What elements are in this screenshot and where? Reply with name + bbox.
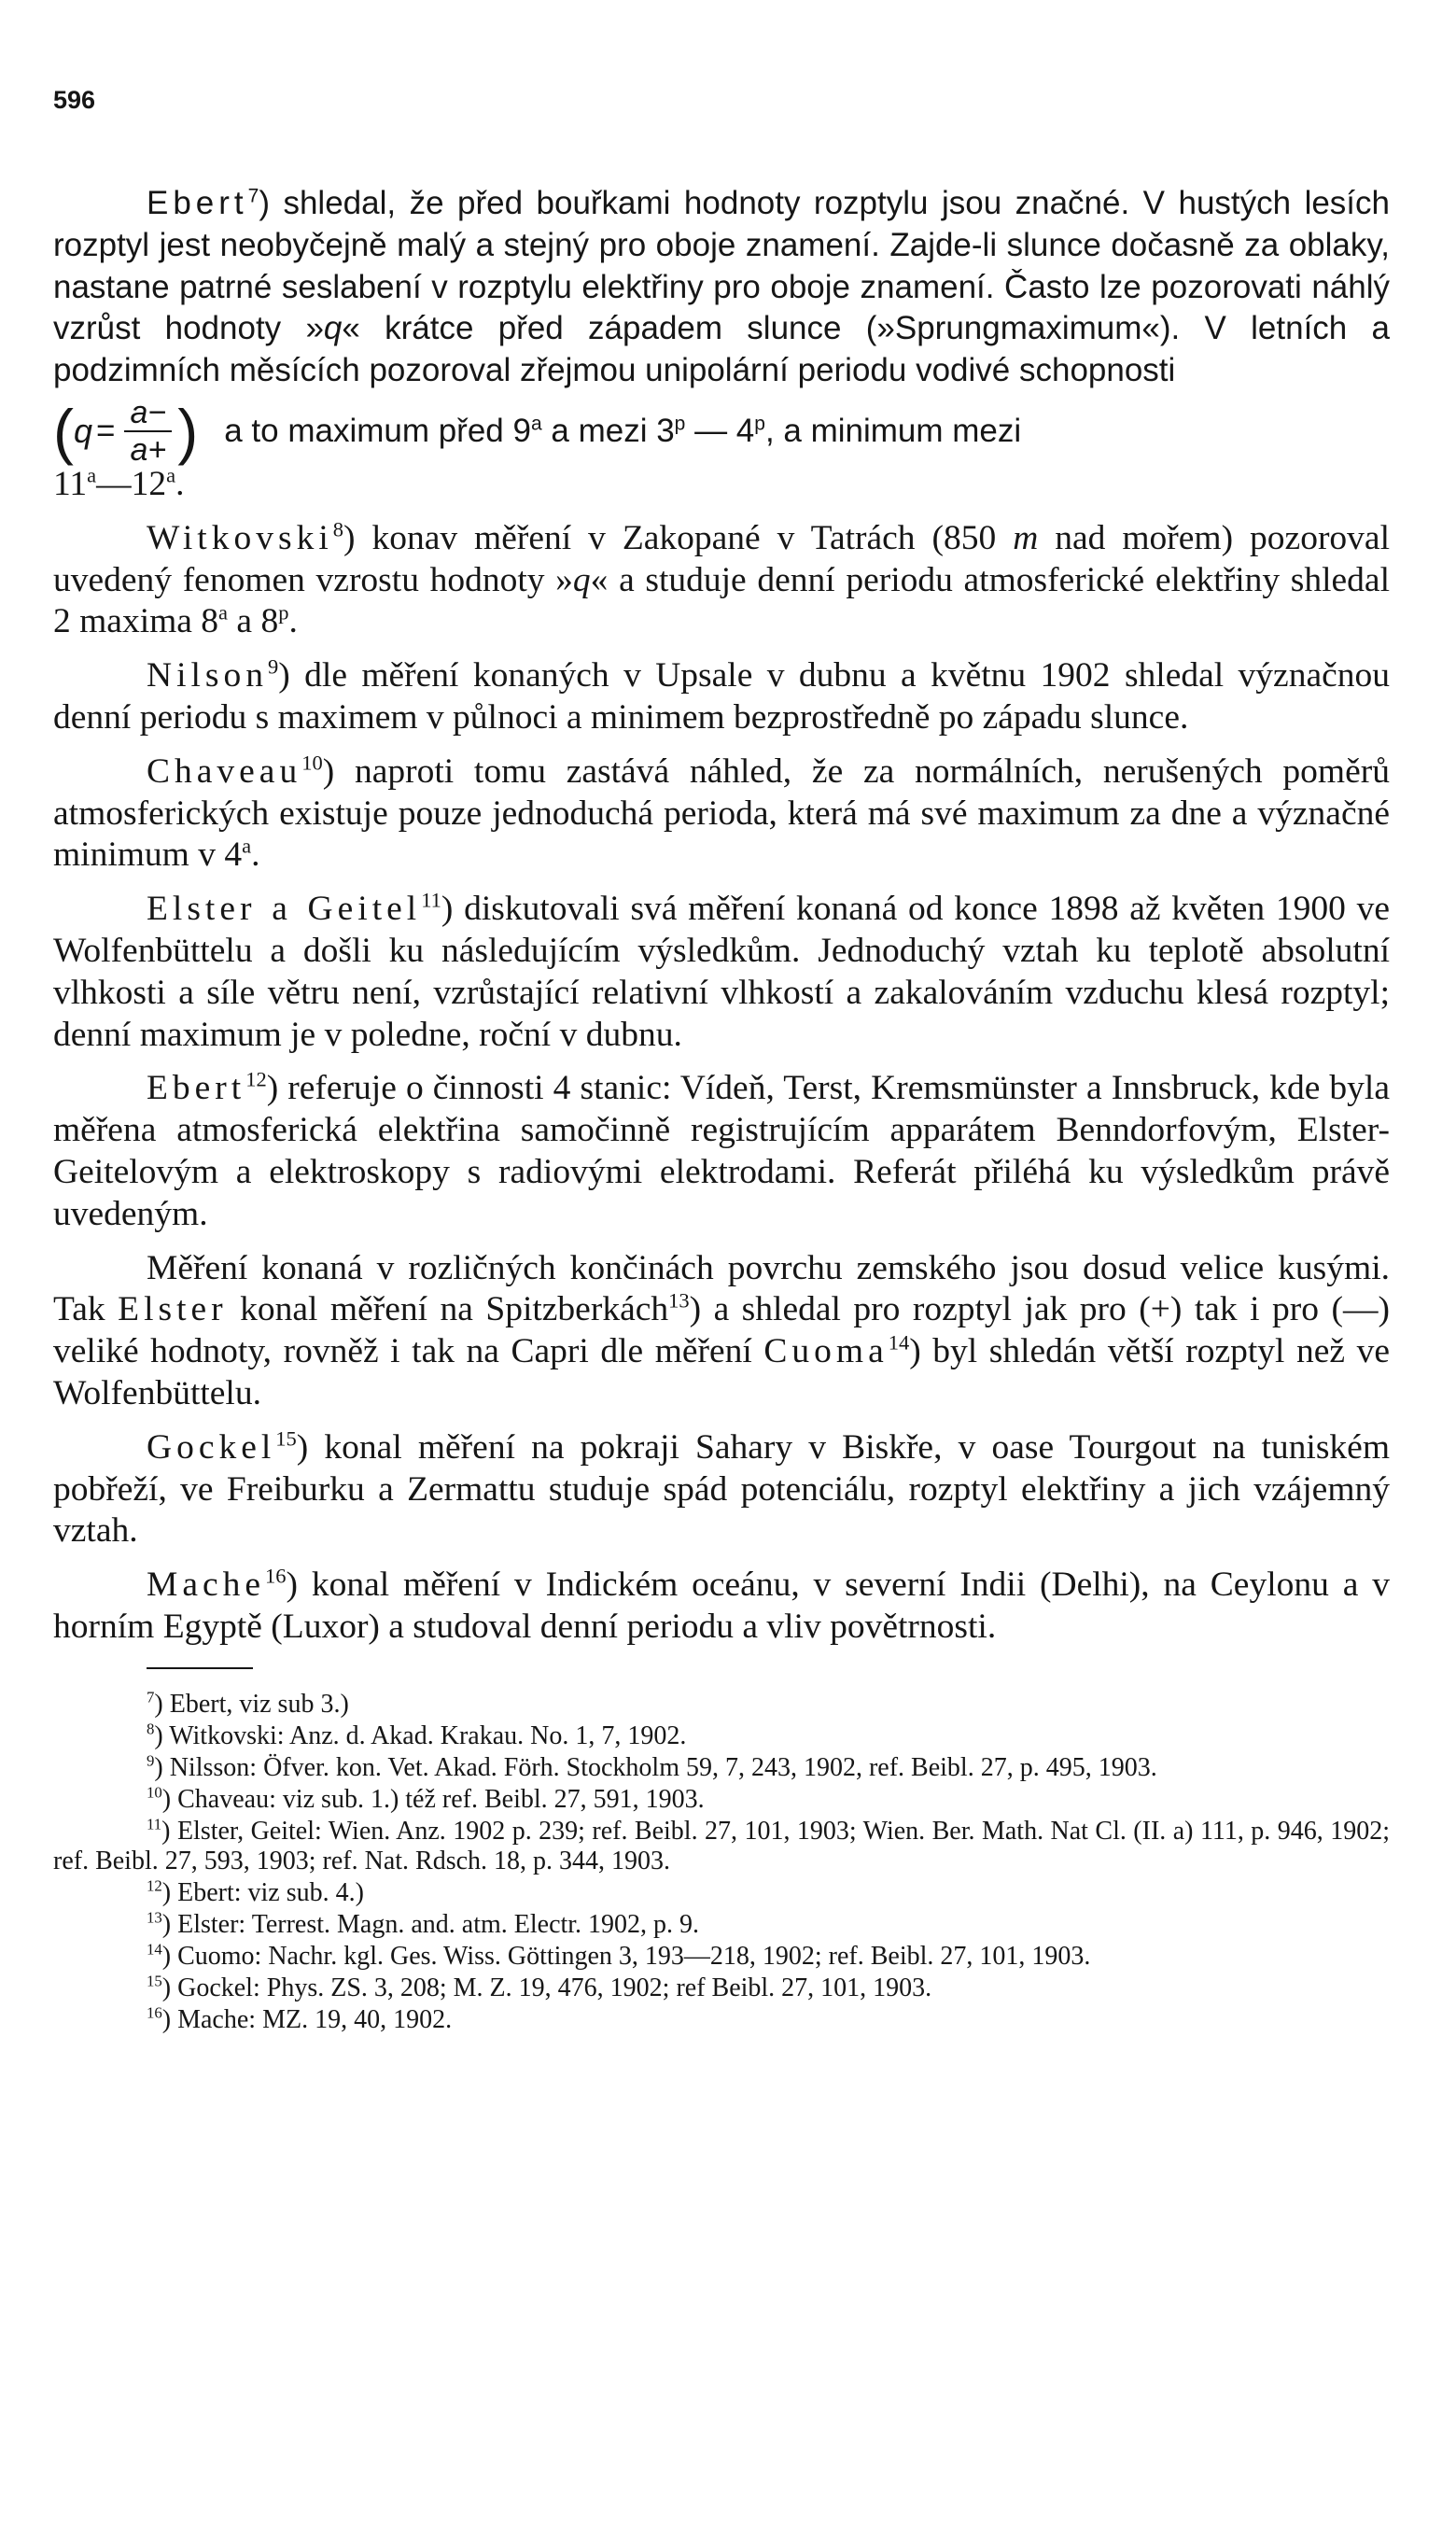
footnote-mark: 10 bbox=[147, 1783, 162, 1802]
paren-open: ( bbox=[53, 396, 74, 466]
footnote-14 bbox=[53, 1942, 1390, 1972]
paragraph-text: konal měření na Spitzberkách bbox=[227, 1290, 669, 1329]
footnote-mark: 9 bbox=[147, 1751, 155, 1770]
footnote-text: ) Gockel: Phys. ZS. 3, 208; M. Z. 19, 476, 1902; ref Beibl. 27, 101, 1903. bbox=[161, 1973, 932, 2002]
paren-close: ) bbox=[177, 396, 199, 466]
paragraph-text: ) a shledal pro rozptyl jak pro (+) tak i pro (—) veliké hodnoty, rovněž i tak na Capri dle měření bbox=[53, 1290, 1390, 1371]
author-name: Mache bbox=[147, 1566, 266, 1605]
footnotes bbox=[53, 1690, 1390, 2035]
superscript: p bbox=[674, 412, 686, 434]
footnote-mark: 11 bbox=[147, 1815, 162, 1833]
footnote-text: ) Ebert: viz sub. 4.) bbox=[161, 1877, 364, 1907]
paragraph-text: ) naproti tomu zastává náhled, že za normálních, nerušených poměrů atmosferických existuje pouze jednoduchá perioda, která má své maximum za dne a význačné minimum v 4 bbox=[53, 751, 1390, 875]
fraction-numerator: a− bbox=[124, 395, 172, 432]
author-name: Chaveau bbox=[147, 751, 302, 791]
paragraph-text: ) konav měření v Zakopané v Tatrách (850 bbox=[343, 518, 1014, 557]
footnote-11 bbox=[53, 1817, 1390, 1876]
superscript: p bbox=[754, 412, 765, 434]
footnote-7 bbox=[53, 1690, 1390, 1720]
paragraph-text: . bbox=[251, 836, 260, 875]
footnote-text: ) Cuomo: Nachr. kgl. Ges. Wiss. Göttingen 3, 193—218, 1902; ref. Beibl. 27, 101, 1903. bbox=[161, 1941, 1091, 1971]
formula-eq: = bbox=[96, 412, 116, 449]
author-name: Ebert bbox=[147, 1069, 246, 1108]
footnote-text: ) Elster: Terrest. Magn. and. atm. Electr. 1902, p. 9. bbox=[161, 1909, 700, 1939]
paragraph-text: nad mořem) pozoroval uvedený fenomen vzrostu hodnoty » bbox=[53, 518, 1390, 599]
footnote-mark: 7 bbox=[147, 1688, 155, 1706]
footnote-16 bbox=[53, 2005, 1390, 2035]
paragraph-text: a 8 bbox=[228, 602, 279, 641]
paragraph-witkovski bbox=[53, 518, 1390, 643]
footnote-text: ) Nilsson: Öfver. kon. Vet. Akad. Förh. Stockholm 59, 7, 243, 1902, ref. Beibl. 27, p. 495, 1903. bbox=[154, 1752, 1157, 1782]
superscript: a bbox=[87, 463, 97, 487]
footnote-mark: 8 bbox=[147, 1720, 155, 1738]
footnote-9 bbox=[53, 1753, 1390, 1783]
paragraph-ebert-1 bbox=[53, 183, 1390, 392]
footnote-ref: 13 bbox=[668, 1288, 690, 1313]
superscript: a bbox=[166, 463, 176, 487]
footnote-ref: 9 bbox=[268, 654, 279, 679]
footnote-8 bbox=[53, 1721, 1390, 1751]
page-number: 596 bbox=[53, 86, 96, 114]
footnote-separator bbox=[147, 1667, 253, 1669]
superscript: a bbox=[530, 412, 542, 434]
author-name: Gockel bbox=[147, 1427, 276, 1467]
footnote-ref: 7 bbox=[247, 185, 259, 207]
fraction-denominator: a+ bbox=[130, 431, 167, 468]
paragraph-ebert-1-end bbox=[53, 464, 1390, 506]
paragraph-text: « a studuje denní periodu atmosferické elektřiny shledal 2 maxima 8 bbox=[53, 560, 1390, 641]
footnote-mark: 16 bbox=[147, 2003, 162, 2022]
paragraph-text: ) konal měření v Indickém oceánu, v severní Indii (Delhi), na Ceylonu a v horním Egyptě (Luxor) a studoval denní periodu a vliv povětrnosti. bbox=[53, 1566, 1390, 1646]
formula-line bbox=[53, 395, 1390, 468]
author-name: Elster a Geitel bbox=[147, 890, 422, 929]
footnote-ref: 14 bbox=[888, 1330, 910, 1355]
footnote-ref: 15 bbox=[275, 1426, 297, 1451]
footnote-ref: 12 bbox=[245, 1067, 267, 1091]
paragraph-text: , a minimum mezi bbox=[764, 412, 1022, 449]
paragraph-text: Měření konaná v rozličných končinách povrchu zemského jsou dosud velice kusými. Tak bbox=[53, 1248, 1390, 1329]
footnote-15 bbox=[53, 1973, 1390, 2003]
author-name: Witkovski bbox=[147, 518, 333, 557]
footnote-mark: 15 bbox=[147, 1972, 162, 1990]
superscript: p bbox=[278, 600, 289, 625]
paragraph-text: — 4 bbox=[685, 412, 755, 449]
footnote-text: ) Ebert, viz sub 3.) bbox=[154, 1689, 349, 1719]
paragraph-elster-geitel bbox=[53, 889, 1390, 1056]
footnote-ref: 10 bbox=[301, 751, 323, 775]
footnote-10 bbox=[53, 1785, 1390, 1815]
symbol-q: q bbox=[572, 560, 591, 599]
author-name: Nilson bbox=[147, 656, 269, 695]
footnote-13 bbox=[53, 1910, 1390, 1940]
paragraph-text: 11 bbox=[53, 464, 88, 503]
footnote-text: ) Chaveau: viz sub. 1.) též ref. Beibl. 27, 591, 1903. bbox=[161, 1784, 705, 1814]
footnote-ref: 8 bbox=[332, 517, 343, 541]
superscript: a bbox=[218, 600, 229, 625]
paragraph-text: « krátce před západem slunce (»Sprungmaximum«). V letních a podzimních měsících pozoroval zřejmou unipolární periodu vodivé schopnosti bbox=[53, 310, 1391, 389]
author-name: Ebert bbox=[147, 185, 248, 221]
paragraph-text: ) shledal, že před bouřkami hodnoty rozptylu jsou značné. V hustých lesích rozptyl jest neobyčejně malý a stejný pro oboje znamení. Zajde-li slunce dočasně za oblaky, nastane patrné seslabení v rozptylu elektřiny pro oboje znamení. Často lze pozorovati náhlý vzrůst hodnoty » bbox=[53, 185, 1390, 347]
footnote-ref: 16 bbox=[265, 1564, 287, 1588]
paragraph-text: ) referuje o činnosti 4 stanic: Vídeň, Terst, Kremsmünster a Innsbruck, kde byla měřena atmosferická elektřina samočinně registrujícím apparátem Benndorfovým, Elster-Geitelovým a elektroskopy s radiovými elektrodami. Referát přiléhá ku výsledkům právě uvedeným. bbox=[53, 1069, 1390, 1233]
paragraph-mache bbox=[53, 1565, 1390, 1649]
footnote-mark: 13 bbox=[147, 1908, 162, 1927]
paragraph-text: ) konal měření na pokraji Sahary v Biskře, v oase Tourgout na tuniském pobřeží, ve Freiburku a Zermattu studuje spád potenciálu, rozptyl elektřiny a jich vzájemný vztah. bbox=[53, 1427, 1390, 1551]
footnote-mark: 14 bbox=[147, 1940, 162, 1959]
paragraph-chaveau bbox=[53, 751, 1390, 877]
footnote-mark: 12 bbox=[147, 1876, 162, 1895]
footnote-ref: 11 bbox=[421, 888, 441, 912]
paragraph-nilson bbox=[53, 655, 1390, 739]
paragraph-text: . bbox=[288, 602, 298, 641]
formula-q: q bbox=[73, 411, 93, 450]
paragraph-text: ) dle měření konaných v Upsale v dubnu a květnu 1902 shledal význačnou denní periodu s maximem v půlnoci a minimem bezprostředně po západu slunce. bbox=[53, 656, 1390, 737]
paragraph-text: —12 bbox=[96, 464, 167, 503]
paragraph-text: . bbox=[175, 464, 185, 503]
unit-m: m bbox=[1013, 518, 1039, 557]
paragraph-text: ) byl shledán větší rozptyl než ve Wolfenbüttelu. bbox=[53, 1332, 1390, 1412]
formula-fraction bbox=[124, 395, 172, 468]
paragraph-ebert-2 bbox=[53, 1068, 1390, 1235]
footnote-text: ) Mache: MZ. 19, 40, 1902. bbox=[161, 2004, 453, 2034]
formula-trailing-text bbox=[224, 411, 1390, 453]
footnote-12 bbox=[53, 1878, 1390, 1908]
footnote-text: ) Elster, Geitel: Wien. Anz. 1902 p. 239; ref. Beibl. 27, 101, 1903; Wien. Ber. Math. Nat Cl. (II. a) 111, p. 946, 1902; ref. Beibl. 27, 593, 1903; ref. Nat. Rdsch. 18, p. 344, 1903. bbox=[53, 1816, 1390, 1875]
document-body bbox=[53, 183, 1390, 2037]
footnote-text: ) Witkovski: Anz. d. Akad. Krakau. No. 1, 7, 1902. bbox=[154, 1720, 687, 1750]
paragraph-gockel bbox=[53, 1427, 1390, 1552]
superscript: a bbox=[242, 834, 252, 858]
author-name: Elster bbox=[118, 1290, 228, 1329]
author-name: Cuoma bbox=[763, 1332, 889, 1371]
symbol-q: q bbox=[323, 310, 343, 347]
paragraph-text: a to maximum před 9 bbox=[224, 412, 531, 449]
paragraph-text: ) diskutovali svá měření konaná od konce 1898 až květen 1900 ve Wolfenbüttelu a došli ku následujícím výsledkům. Jednoduchý vztah ku teplotě absolutní vlhkosti a síle větru není, vzrůstající relativní vlhkostí a zakalováním vzduchu klesá rozptyl; denní maximum je v poledne, roční v dubnu. bbox=[53, 890, 1390, 1054]
paragraph-text: a mezi 3 bbox=[541, 412, 675, 449]
paragraph-measurements bbox=[53, 1248, 1390, 1415]
